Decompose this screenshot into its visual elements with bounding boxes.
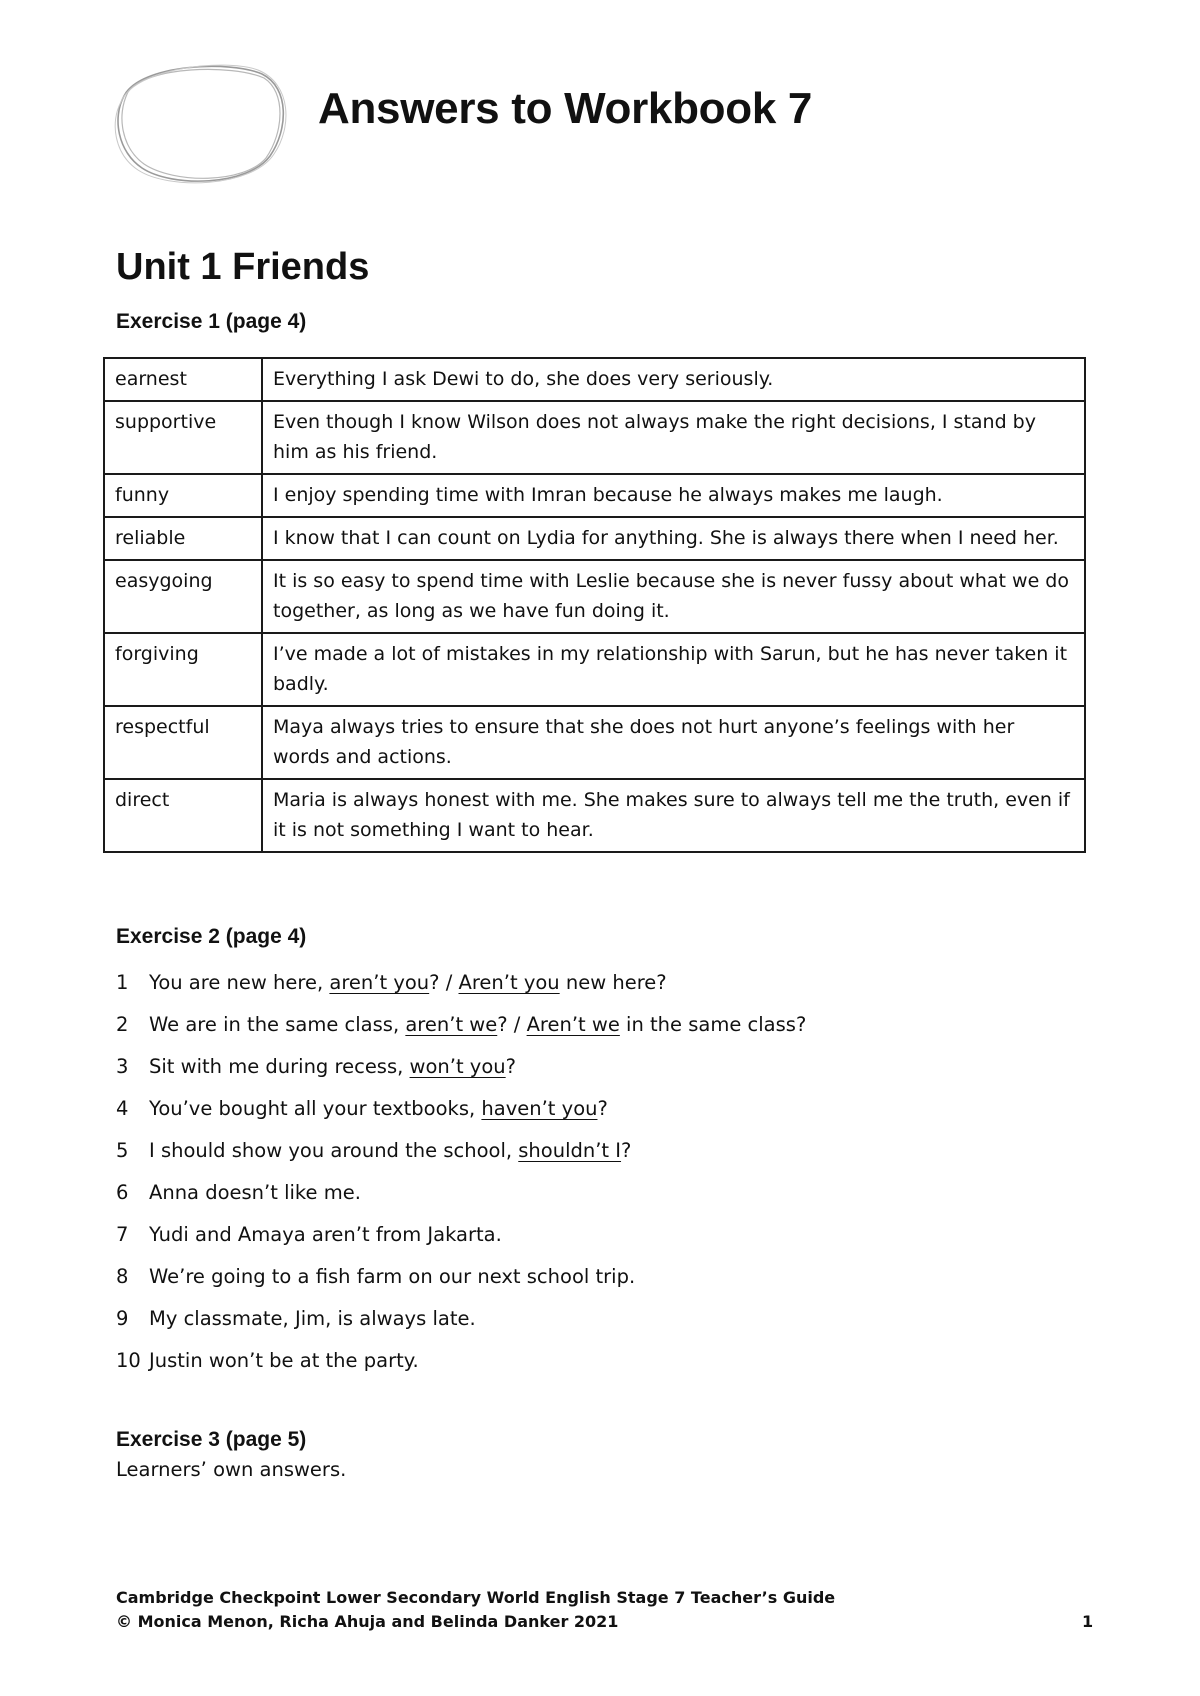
list-item-text (149, 1130, 631, 1172)
exercise-2-heading: Exercise 2 (page 4) (116, 925, 307, 948)
list-item-number: 1 (116, 971, 129, 994)
list-item (116, 1130, 806, 1172)
table-row (104, 401, 1085, 474)
table-cell-sentence: It is so easy to spend time with Leslie because she is never fussy about what we do together, as long as we have fun doing it. (262, 560, 1085, 633)
table-row (104, 779, 1085, 852)
list-item-number: 9 (116, 1307, 129, 1330)
table-row (104, 474, 1085, 517)
list-item-text (149, 1088, 608, 1130)
underlined-answer: Aren’t we (526, 1013, 620, 1036)
list-item-number: 4 (116, 1097, 129, 1120)
table-cell-word: forgiving (104, 633, 262, 706)
table-row (104, 517, 1085, 560)
text-segment: Anna doesn’t like me. (149, 1181, 361, 1204)
table-cell-word: funny (104, 474, 262, 517)
text-segment: We are in the same class, (149, 1013, 406, 1036)
text-segment: ? / (429, 971, 459, 994)
list-item-text (149, 1340, 419, 1382)
text-segment: ? / (497, 1013, 527, 1036)
list-item-number: 7 (116, 1223, 129, 1246)
underlined-answer: aren’t we (405, 1013, 498, 1036)
text-segment: Justin won’t be at the party. (149, 1349, 419, 1372)
list-item-number: 8 (116, 1265, 129, 1288)
text-segment: You’ve bought all your textbooks, (149, 1097, 482, 1120)
table-cell-word: easygoing (104, 560, 262, 633)
footer-copyright: © Monica Menon, Richa Ahuja and Belinda Danker 2021 (116, 1612, 619, 1631)
table-row (104, 633, 1085, 706)
list-item (116, 1004, 806, 1046)
list-item (116, 1046, 806, 1088)
table-row (104, 358, 1085, 401)
underlined-answer: aren’t you (329, 971, 430, 994)
text-segment: ? (621, 1139, 632, 1162)
list-item-text (149, 1256, 635, 1298)
list-item (116, 1256, 806, 1298)
table-cell-word: reliable (104, 517, 262, 560)
list-item-number: 2 (116, 1013, 129, 1036)
table-row (104, 560, 1085, 633)
table-row (104, 706, 1085, 779)
text-segment: I should show you around the school, (149, 1139, 519, 1162)
table-cell-word: direct (104, 779, 262, 852)
text-segment: We’re going to a fish farm on our next school trip. (149, 1265, 636, 1288)
list-item (116, 1340, 806, 1382)
list-item (116, 1214, 806, 1256)
table-cell-word: earnest (104, 358, 262, 401)
underlined-answer: shouldn’t I (518, 1139, 622, 1162)
footer-book-title: Cambridge Checkpoint Lower Secondary World English Stage 7 Teacher’s Guide (116, 1588, 836, 1607)
list-item-text (149, 1172, 361, 1214)
list-item-number: 6 (116, 1181, 129, 1204)
list-item (116, 1298, 806, 1340)
table-cell-sentence: I’ve made a lot of mistakes in my relationship with Sarun, but he has never taken it badly. (262, 633, 1085, 706)
text-segment: ? (505, 1055, 517, 1078)
underlined-answer: Aren’t you (458, 971, 560, 994)
list-item-text (149, 1214, 502, 1256)
underlined-answer: haven’t you (481, 1097, 598, 1120)
list-item-number: 10 (116, 1349, 141, 1372)
text-segment: in the same class? (619, 1013, 807, 1036)
text-segment: Yudi and Amaya aren’t from Jakarta. (149, 1223, 502, 1246)
footer (116, 1586, 835, 1634)
table-cell-sentence: I enjoy spending time with Imran because he always makes me laugh. (262, 474, 1085, 517)
list-item (116, 1172, 806, 1214)
exercise-1-table (103, 357, 1086, 853)
list-item-text (149, 962, 667, 1004)
text-segment: You are new here, (149, 971, 330, 994)
exercise-3-answer: Learners’ own answers. (116, 1458, 347, 1481)
document-title: Answers to Workbook 7 (318, 84, 813, 133)
list-item (116, 1088, 806, 1130)
unit-title: Unit 1 Friends (116, 246, 370, 288)
list-item (116, 962, 806, 1004)
page-number: 1 (1082, 1612, 1094, 1631)
text-segment: ? (597, 1097, 608, 1120)
list-item-text (149, 1004, 806, 1046)
decorative-blob-icon (112, 58, 292, 188)
underlined-answer: won’t you (409, 1055, 506, 1078)
text-segment: new here? (559, 971, 667, 994)
exercise-2-answer-list (116, 962, 806, 1382)
exercise-3-heading: Exercise 3 (page 5) (116, 1428, 307, 1451)
list-item-number: 3 (116, 1055, 129, 1078)
table-cell-word: respectful (104, 706, 262, 779)
table-cell-word: supportive (104, 401, 262, 474)
list-item-text (149, 1046, 516, 1088)
list-item-text (149, 1298, 476, 1340)
list-item-number: 5 (116, 1139, 129, 1162)
table-cell-sentence: Maria is always honest with me. She makes sure to always tell me the truth, even if it is not something I want to hear. (262, 779, 1085, 852)
exercise-1-heading: Exercise 1 (page 4) (116, 310, 307, 333)
text-segment: Sit with me during recess, (149, 1055, 410, 1078)
table-cell-sentence: I know that I can count on Lydia for anything. She is always there when I need her. (262, 517, 1085, 560)
table-cell-sentence: Even though I know Wilson does not always make the right decisions, I stand by him as his friend. (262, 401, 1085, 474)
text-segment: My classmate, Jim, is always late. (149, 1307, 476, 1330)
table-cell-sentence: Maya always tries to ensure that she does not hurt anyone’s feelings with her words and actions. (262, 706, 1085, 779)
table-cell-sentence: Everything I ask Dewi to do, she does very seriously. (262, 358, 1085, 401)
